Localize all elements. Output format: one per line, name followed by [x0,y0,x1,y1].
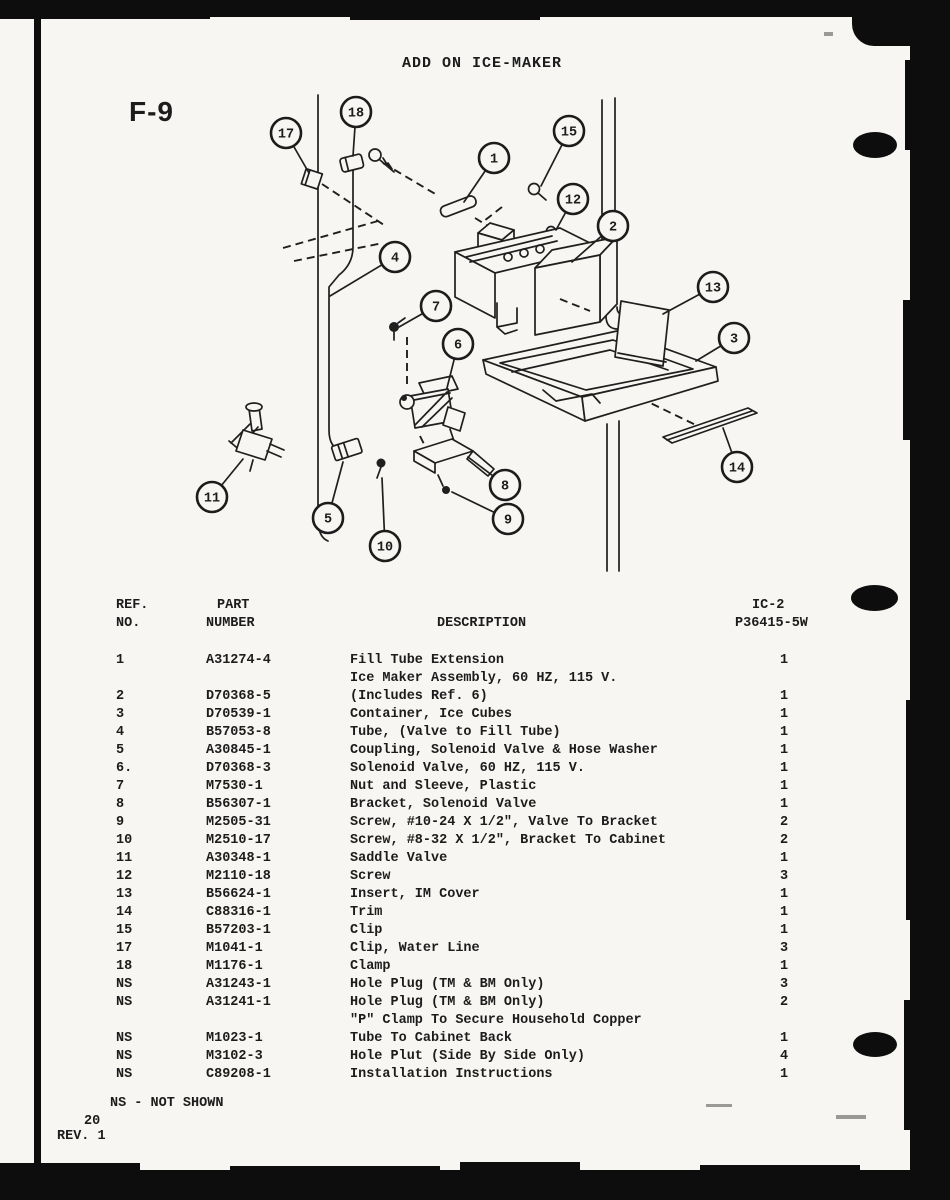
description-cell [350,976,762,994]
callout-leader [221,459,243,485]
part-number-cell: D70368-5 [206,689,271,704]
quantity-cell: 3 [779,869,789,884]
exploded-diagram [140,80,840,600]
callout-number: 5 [323,512,333,528]
quantity-cell: 1 [779,653,789,668]
callout-leader [382,478,384,531]
callout-11 [197,459,243,512]
callout-4 [330,242,410,296]
description-cell [350,886,762,904]
binder-hole [853,1032,897,1057]
part-ice-container [483,331,718,421]
description-line: Solenoid Valve, 60 HZ, 115 V. [350,761,585,776]
ref-no-cell: NS [116,1049,133,1064]
quantity-cell: 1 [779,887,789,902]
callout-13 [663,272,728,314]
part-number-cell: M1176-1 [206,959,263,974]
part-water-fitting [369,149,394,172]
ref-no-cell: 12 [116,869,133,884]
description-line: Clamp [350,959,391,974]
quantity-cell: 1 [779,725,789,740]
part-screw-10 [377,459,386,479]
ref-no-cell: 10 [116,833,133,848]
ref-no-cell: 7 [116,779,125,794]
description-line: Screw [350,869,391,884]
callout-leader [353,127,355,156]
description-line: Screw, #10-24 X 1/2", Valve To Bracket [350,815,658,830]
callout-leader [293,146,309,173]
quantity-cell: 1 [779,743,789,758]
scan-edge-right-ragged [906,700,910,920]
part-trim [663,408,757,443]
col-header-model: IC-2 [752,598,785,613]
binder-hole [853,132,897,158]
part-fill-tube [439,195,477,219]
quantity-cell: 4 [779,1049,789,1064]
quantity-cell: 1 [779,923,789,938]
part-number-cell: A30845-1 [206,743,271,758]
description-line: Fill Tube Extension [350,653,504,668]
part-number-cell: D70368-3 [206,761,271,776]
quantity-cell: 3 [779,977,789,992]
table-body [116,652,816,1084]
scan-edge-right [910,0,950,1200]
description-cell [350,670,762,706]
description-cell [350,850,762,868]
col-header-description: DESCRIPTION [437,616,527,631]
part-number-cell: A30348-1 [206,851,271,866]
scan-edge-right-ragged [904,1000,910,1130]
scan-edge-right-ragged [903,300,910,440]
part-number-cell: M2510-17 [206,833,271,848]
description-cell [350,778,762,796]
col-header-ref: REF. [116,598,149,613]
scan-speck [824,32,833,36]
col-header-model: P36415-5W [735,616,808,631]
part-number-cell: M2110-18 [206,869,271,884]
description-cell [350,922,762,940]
table-row [116,994,816,1012]
callout-leader [330,265,382,296]
scan-edge-bottom-ragged [460,1162,580,1171]
description-cell [350,940,762,958]
description-line: Screw, #8-32 X 1/2", Bracket To Cabinet [350,833,666,848]
callout-number: 12 [564,193,582,209]
part-number-cell: M7530-1 [206,779,263,794]
table-row [116,760,816,778]
quantity-cell: 1 [779,905,789,920]
description-cell [350,796,762,814]
table-row [116,940,816,958]
part-number-cell: A31241-1 [206,995,271,1010]
callout-number: 9 [503,513,513,529]
callout-number: 18 [347,106,365,122]
table-row [116,922,816,940]
ref-no-cell: NS [116,1031,133,1046]
table-row [116,724,816,742]
ref-no-cell: 5 [116,743,125,758]
ref-no-cell: 18 [116,959,133,974]
scan-speck [706,1104,732,1107]
ref-no-cell: 13 [116,887,133,902]
ref-no-cell: 11 [116,851,133,866]
callout-7 [399,291,451,327]
ref-no-cell: 3 [116,707,125,722]
description-line: Ice Maker Assembly, 60 HZ, 115 V. [350,671,618,686]
part-number-cell: D70539-1 [206,707,271,722]
quantity-cell: 1 [779,1067,789,1082]
footnote: NS - NOT SHOWN [110,1096,224,1111]
callout-3 [696,323,749,361]
callout-14 [722,428,752,482]
ref-no-cell: 1 [116,653,125,668]
part-number-cell: B57203-1 [206,923,271,938]
description-cell [350,724,762,742]
callout-number: 7 [431,300,441,316]
quantity-cell: 3 [779,941,789,956]
part-saddle-valve [229,403,284,471]
callout-number: 14 [728,461,746,477]
callout-1 [464,143,509,202]
table-row [116,868,816,886]
callout-15 [541,116,584,186]
description-cell [350,760,762,778]
part-insert-cover [615,301,669,366]
part-number-cell: B56624-1 [206,887,271,902]
ref-no-cell: 17 [116,941,133,956]
callout-number: 10 [376,540,394,556]
description-line: Coupling, Solenoid Valve & Hose Washer [350,743,658,758]
description-cell [350,904,762,922]
revision-label: REV. 1 [57,1129,106,1144]
table-row [116,850,816,868]
callout-number: 6 [453,338,463,354]
part-number-cell: A31274-4 [206,653,271,668]
scan-speck [836,1115,866,1119]
description-line: Installation Instructions [350,1067,553,1082]
callout-leader [452,492,494,512]
ref-no-cell: NS [116,977,133,992]
description-line: Nut and Sleeve, Plastic [350,779,537,794]
quantity-cell: 1 [779,761,789,776]
ref-no-cell: 14 [116,905,133,920]
callout-number: 1 [489,152,499,168]
table-row [116,1066,816,1084]
scan-edge-top-ragged [350,17,540,20]
table-row [116,832,816,850]
ref-no-cell: 4 [116,725,125,740]
scan-edge-bottom [0,1170,950,1200]
table-row [116,976,816,994]
figure-label: F-9 [129,96,174,127]
col-header-part: PART [217,598,250,613]
callout-number: 17 [277,127,295,143]
callout-leader [332,462,343,504]
table-row [116,652,816,670]
description-cell [350,742,762,760]
ref-no-cell: 6. [116,761,133,776]
callout-leader [663,294,700,314]
callout-number: 11 [203,491,221,507]
description-cell [350,868,762,886]
part-nut-sleeve [389,318,405,340]
callout-layer [197,97,752,561]
description-line: Bracket, Solenoid Valve [350,797,537,812]
description-cell [350,652,762,670]
ref-no-cell: 8 [116,797,125,812]
callout-leader [556,212,566,230]
part-number-cell: M1041-1 [206,941,263,956]
callout-number: 13 [704,281,722,297]
part-number-cell: C88316-1 [206,905,271,920]
part-coupling [331,438,362,461]
description-line: Container, Ice Cubes [350,707,513,722]
table-row [116,778,816,796]
part-number-cell: M2505-31 [206,815,271,830]
part-solenoid-valve [400,376,465,447]
part-number-cell: M3102-3 [206,1049,263,1064]
description-line: Tube, (Valve to Fill Tube) [350,725,561,740]
ref-no-cell: 9 [116,815,125,830]
description-cell [350,994,762,1012]
part-clamp [339,154,364,173]
part-screw-15 [529,184,547,201]
callout-12 [556,184,588,230]
description-line: Hole Plug (TM & BM Only) [350,977,545,992]
table-row [116,706,816,724]
description-cell [350,1012,762,1048]
part-number-cell: C89208-1 [206,1067,271,1082]
table-row [116,904,816,922]
page-number: 20 [84,1114,101,1129]
part-water-line-clip [301,169,322,189]
description-line: Hole Plug (TM & BM Only) [350,995,545,1010]
scan-edge-right-ragged [905,60,910,150]
description-line: "P" Clamp To Secure Household Copper [350,1013,642,1028]
quantity-cell: 1 [779,1031,789,1046]
callout-number: 3 [729,332,739,348]
table-row [116,796,816,814]
scan-edge-bottom-ragged [700,1165,860,1171]
table-row [116,886,816,904]
part-bracket [414,439,494,494]
description-cell [350,1048,762,1066]
quantity-cell: 1 [779,779,789,794]
description-line: Clip [350,923,383,938]
page-title: ADD ON ICE-MAKER [402,55,563,72]
quantity-cell: 1 [779,797,789,812]
col-header-part: NUMBER [206,616,255,631]
description-line: (Includes Ref. 6) [350,689,488,704]
description-line: Tube To Cabinet Back [350,1031,513,1046]
part-number-cell: A31243-1 [206,977,271,992]
callout-number: 2 [608,220,618,236]
table-row [116,814,816,832]
table-row [116,742,816,760]
quantity-cell: 1 [779,707,789,722]
part-number-cell: B57053-8 [206,725,271,740]
callout-number: 4 [390,251,400,267]
quantity-cell: 1 [779,851,789,866]
quantity-cell: 1 [779,689,789,704]
scan-edge-top [0,0,950,17]
callout-leader [541,144,562,186]
quantity-cell: 2 [779,815,789,830]
col-header-ref: NO. [116,616,141,631]
part-number-cell: B56307-1 [206,797,271,812]
description-cell [350,814,762,832]
table-row [116,958,816,976]
callout-leader [723,428,732,453]
ref-no-cell: 2 [116,689,125,704]
description-cell [350,832,762,850]
table-row [116,1048,816,1066]
callout-18 [341,97,371,156]
scan-edge-left-line [34,18,41,1165]
description-line: Trim [350,905,383,920]
description-cell [350,1066,762,1084]
table-row [116,670,816,706]
binder-hole [851,585,898,611]
scan-edge-top-ragged [0,17,210,19]
callout-leader [696,346,721,361]
description-line: Clip, Water Line [350,941,480,956]
callout-10 [370,478,400,561]
callout-8 [468,457,520,500]
ref-no-cell: NS [116,995,133,1010]
callout-number: 8 [500,479,510,495]
ref-no-cell: 15 [116,923,133,938]
callout-17 [271,118,309,173]
description-cell [350,958,762,976]
quantity-cell: 2 [779,833,789,848]
description-cell [350,706,762,724]
description-line: Insert, IM Cover [350,887,480,902]
quantity-cell: 1 [779,959,789,974]
callout-number: 15 [560,125,578,141]
scan-edge-bottom-ragged [230,1166,440,1171]
table-row [116,1012,816,1048]
ref-no-cell: NS [116,1067,133,1082]
description-line: Saddle Valve [350,851,448,866]
description-line: Hole Plut (Side By Side Only) [350,1049,585,1064]
scan-edge-bottom-ragged [0,1163,140,1171]
part-number-cell: M1023-1 [206,1031,263,1046]
quantity-cell: 2 [779,995,789,1010]
